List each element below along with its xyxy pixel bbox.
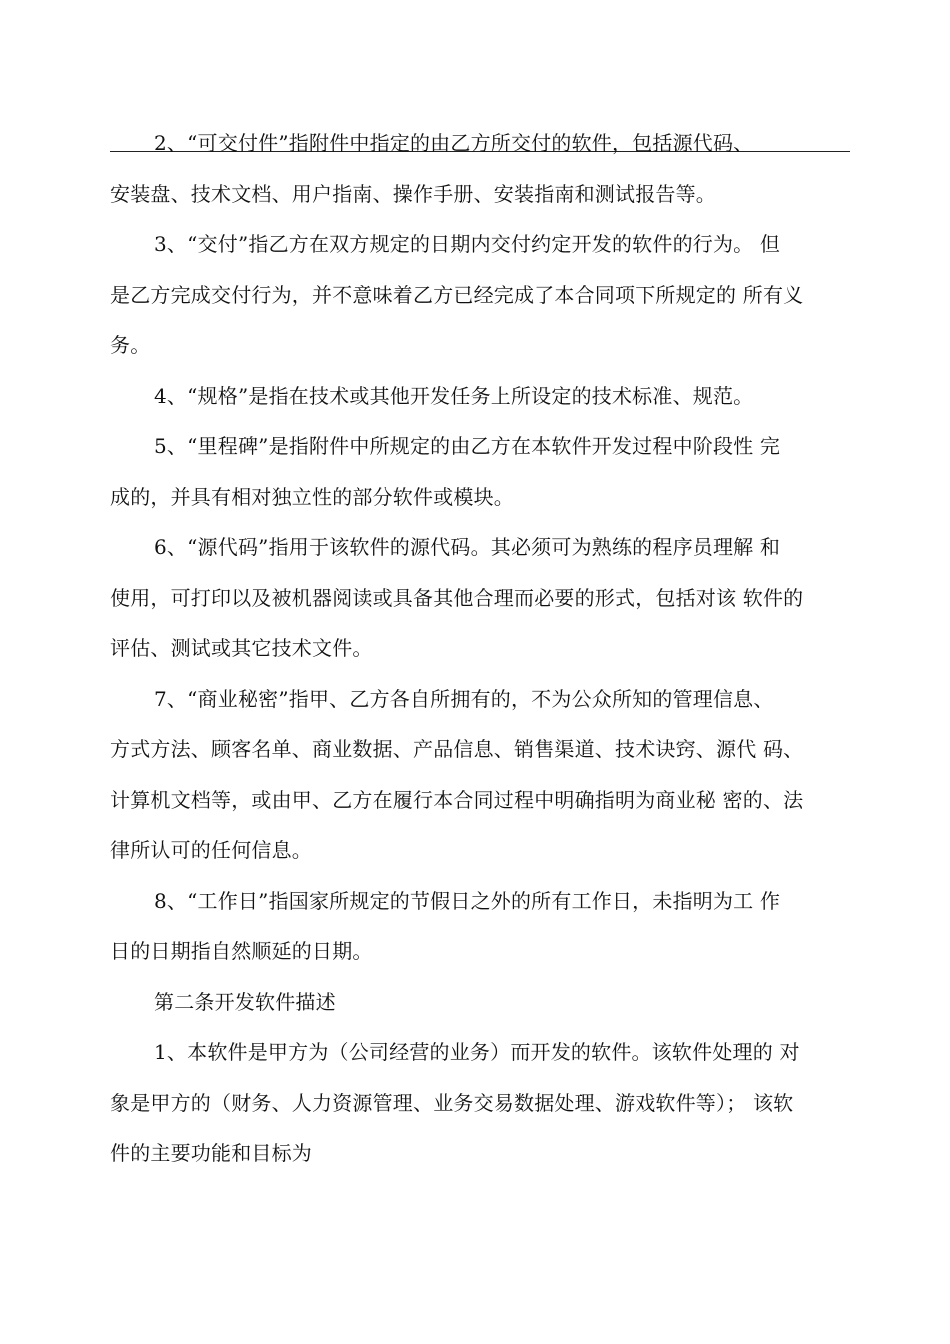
clause-source-code xyxy=(110,522,850,674)
text-line: 象是甲方的（财务、人力资源管理、业务交易数据处理、游戏软件等）； 该软 xyxy=(110,1090,794,1115)
text-line: 务。 xyxy=(110,333,151,357)
document-page xyxy=(110,118,850,1179)
text-line: 8、“工作日”指国家所规定的节假日之外的所有工作日，未指明为工 作 xyxy=(154,888,781,913)
text-line: 是乙方完成交付行为，并不意味着乙方已经完成了本合同项下所规定的 所有义 xyxy=(110,282,804,307)
text-line: 4、“规格”是指在技术或其他开发任务上所设定的技术标准、规范。 xyxy=(154,383,754,408)
section-heading xyxy=(110,977,850,1028)
text-line: 使用，可打印以及被机器阅读或具备其他合理而必要的形式，包括对该 软件的 xyxy=(110,585,804,610)
clause-specification xyxy=(110,371,850,422)
text-line: 安装盘、技术文档、用户指南、操作手册、安装指南和测试报告等。 xyxy=(110,181,716,206)
clause-milestone xyxy=(110,421,850,522)
text-line: 3、“交付”指乙方在双方规定的日期内交付约定开发的软件的行为。 但 xyxy=(154,232,781,256)
text-line: 5、“里程碑”是指附件中所规定的由乙方在本软件开发过程中阶段性 完 xyxy=(154,434,781,458)
text-line: 成的，并具有相对独立性的部分软件或模块。 xyxy=(110,484,514,509)
text-line: 1、本软件是甲方为（公司经营的业务）而开发的软件。该软件处理的 对 xyxy=(154,1040,800,1064)
text-line: 2、“可交付件”指附件中指定的由乙方所交付的软件，包括源代码、 xyxy=(154,131,754,155)
clause-trade-secret xyxy=(110,674,850,876)
text-line: 评估、测试或其它技术文件。 xyxy=(110,636,373,660)
text-line: 日的日期指自然顺延的日期。 xyxy=(110,939,373,963)
text-line: 方式方法、顾客名单、商业数据、产品信息、销售渠道、技术诀窍、源代 码、 xyxy=(110,737,804,761)
section-title: 第二条开发软件描述 xyxy=(154,989,336,1014)
text-line: 律所认可的任何信息。 xyxy=(110,838,312,862)
clause-delivery xyxy=(110,219,850,371)
text-line: 7、“商业秘密”指甲、乙方各自所拥有的，不为公众所知的管理信息、 xyxy=(154,686,774,711)
text-line: 件的主要功能和目标为 xyxy=(110,1141,312,1165)
clause-deliverables xyxy=(110,118,850,219)
clause-working-day xyxy=(110,876,850,977)
text-line: 6、“源代码”指用于该软件的源代码。其必须可为熟练的程序员理解 和 xyxy=(154,535,781,559)
clause-software-description xyxy=(110,1027,850,1179)
text-line: 计算机文档等，或由甲、乙方在履行本合同过程中明确指明为商业秘 密的、法 xyxy=(110,787,804,812)
